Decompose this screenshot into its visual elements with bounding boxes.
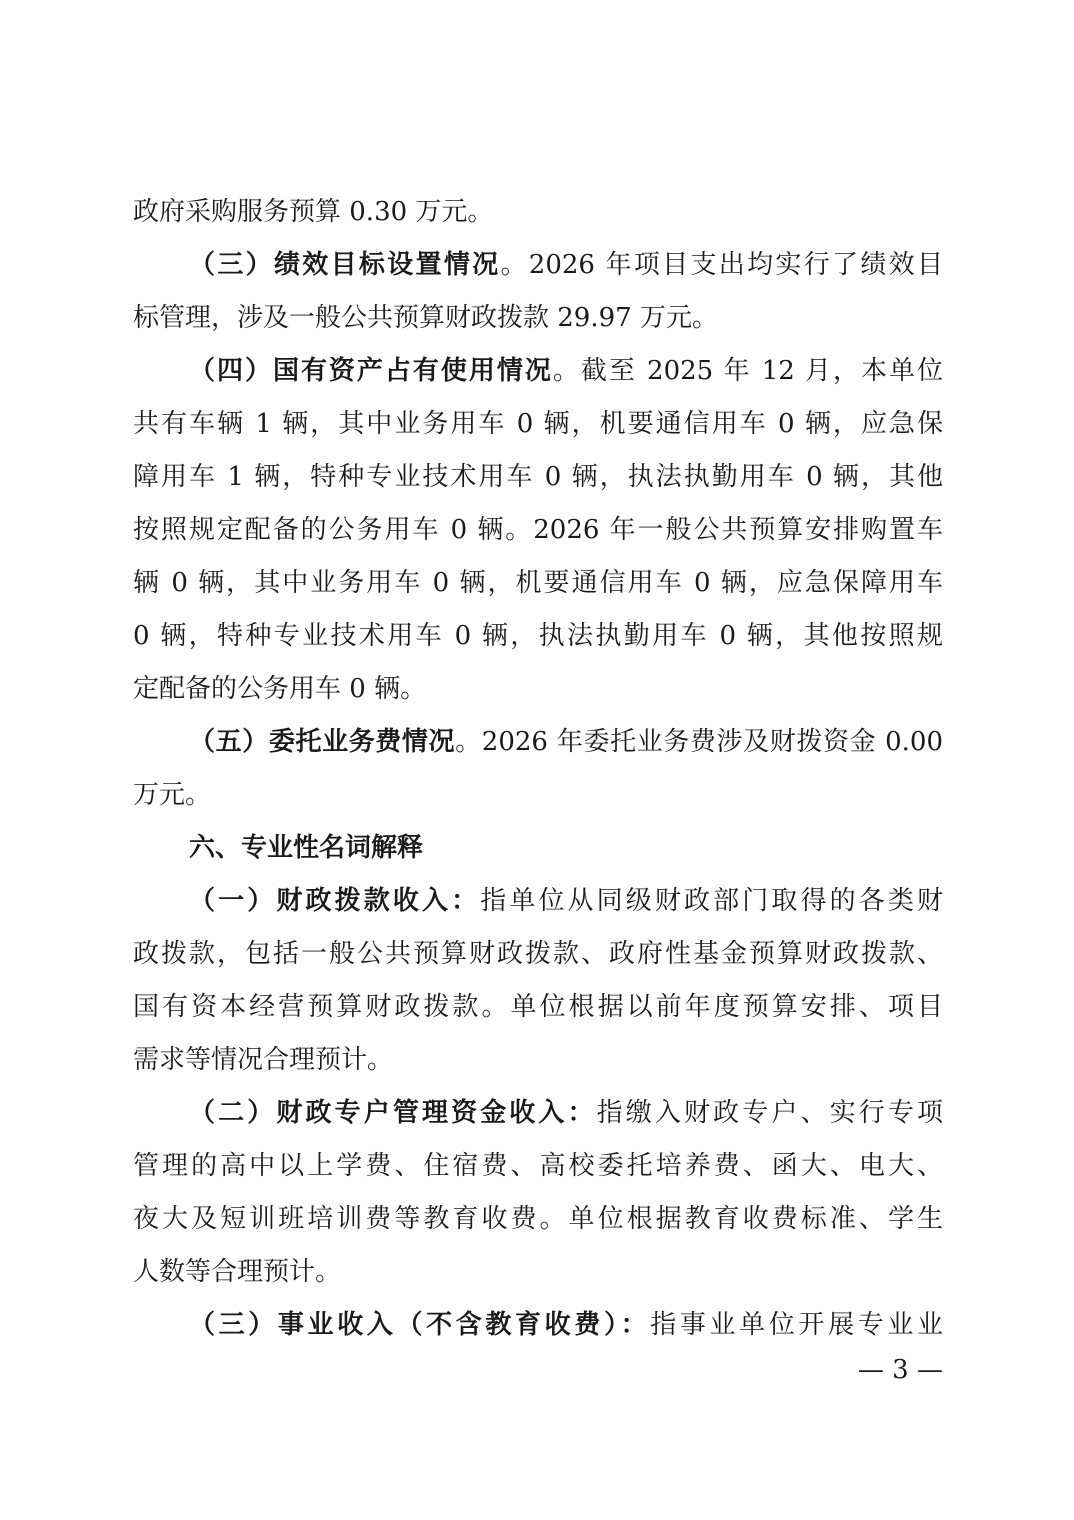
text-line <box>189 351 943 391</box>
line-text: 指单位从同级财政部门取得的各类财 <box>480 886 943 916</box>
line-heading: （四）国有资产占有使用情况 <box>189 356 553 386</box>
text-line <box>133 457 943 497</box>
line-text: 需求等情况合理预计。 <box>133 1045 394 1075</box>
line-text: 辆 0 辆，其中业务用车 0 辆，机要通信用车 0 辆，应急保障用车 <box>133 568 943 598</box>
text-line <box>133 987 943 1027</box>
text-line <box>189 881 943 921</box>
line-text: 夜大及短训班培训费等教育收费。单位根据教育收费标准、学生 <box>133 1204 943 1234</box>
line-text: 政府采购服务预算 0.30 万元。 <box>133 197 494 227</box>
text-line <box>133 1199 943 1239</box>
line-heading: （一）财政拨款收入： <box>189 886 481 916</box>
line-heading: （三）事业收入（不含教育收费）： <box>189 1310 651 1340</box>
line-text: 。2026 年项目支出均实行了绩效目 <box>500 250 943 280</box>
line-text: 指事业单位开展专业业 <box>650 1310 943 1340</box>
text-line <box>133 563 943 603</box>
line-heading: （五）委托业务费情况 <box>189 727 456 757</box>
line-text: 定配备的公务用车 0 辆。 <box>133 674 427 704</box>
line-text: 障用车 1 辆，特种专业技术用车 0 辆，执法执勤用车 0 辆，其他 <box>133 462 943 492</box>
line-heading: （二）财政专户管理资金收入： <box>189 1098 597 1128</box>
text-line <box>133 298 943 338</box>
text-line <box>133 1252 943 1292</box>
line-text: 。截至 2025 年 12 月，本单位 <box>552 356 943 386</box>
text-line <box>133 616 943 656</box>
text-line <box>189 1305 943 1345</box>
text-line <box>133 192 943 232</box>
text-line <box>133 669 943 709</box>
page-number: — 3 — <box>857 1355 943 1385</box>
line-text: 。2026 年委托业务费涉及财拨资金 0.00 <box>455 727 943 757</box>
line-text: 万元。 <box>133 780 212 810</box>
text-line <box>189 722 943 762</box>
line-text: 共有车辆 1 辆，其中业务用车 0 辆，机要通信用车 0 辆，应急保 <box>133 409 943 439</box>
line-text: 国有资本经营预算财政拨款。单位根据以前年度预算安排、项目 <box>133 992 943 1022</box>
text-line <box>189 245 943 285</box>
line-text: 按照规定配备的公务用车 0 辆。2026 年一般公共预算安排购置车 <box>133 515 943 545</box>
text-line <box>133 1040 943 1080</box>
section-heading-text: 六、专业性名词解释 <box>189 833 424 863</box>
line-text: 人数等合理预计。 <box>133 1257 342 1287</box>
line-text: 管理的高中以上学费、住宿费、高校委托培养费、函大、电大、 <box>133 1151 943 1181</box>
line-text: 指缴入财政专户、实行专项 <box>596 1098 943 1128</box>
text-line <box>133 404 943 444</box>
line-text: 0 辆，特种专业技术用车 0 辆，执法执勤用车 0 辆，其他按照规 <box>133 621 943 651</box>
line-text: 标管理，涉及一般公共预算财政拨款 29.97 万元。 <box>133 303 718 333</box>
section-heading <box>189 828 943 868</box>
text-line <box>133 775 943 815</box>
line-text: 政拨款，包括一般公共预算财政拨款、政府性基金预算财政拨款、 <box>133 939 943 969</box>
line-heading: （三）绩效目标设置情况 <box>189 250 501 280</box>
text-line <box>133 1146 943 1186</box>
text-line <box>189 1093 943 1133</box>
text-line <box>133 510 943 550</box>
text-line <box>133 934 943 974</box>
